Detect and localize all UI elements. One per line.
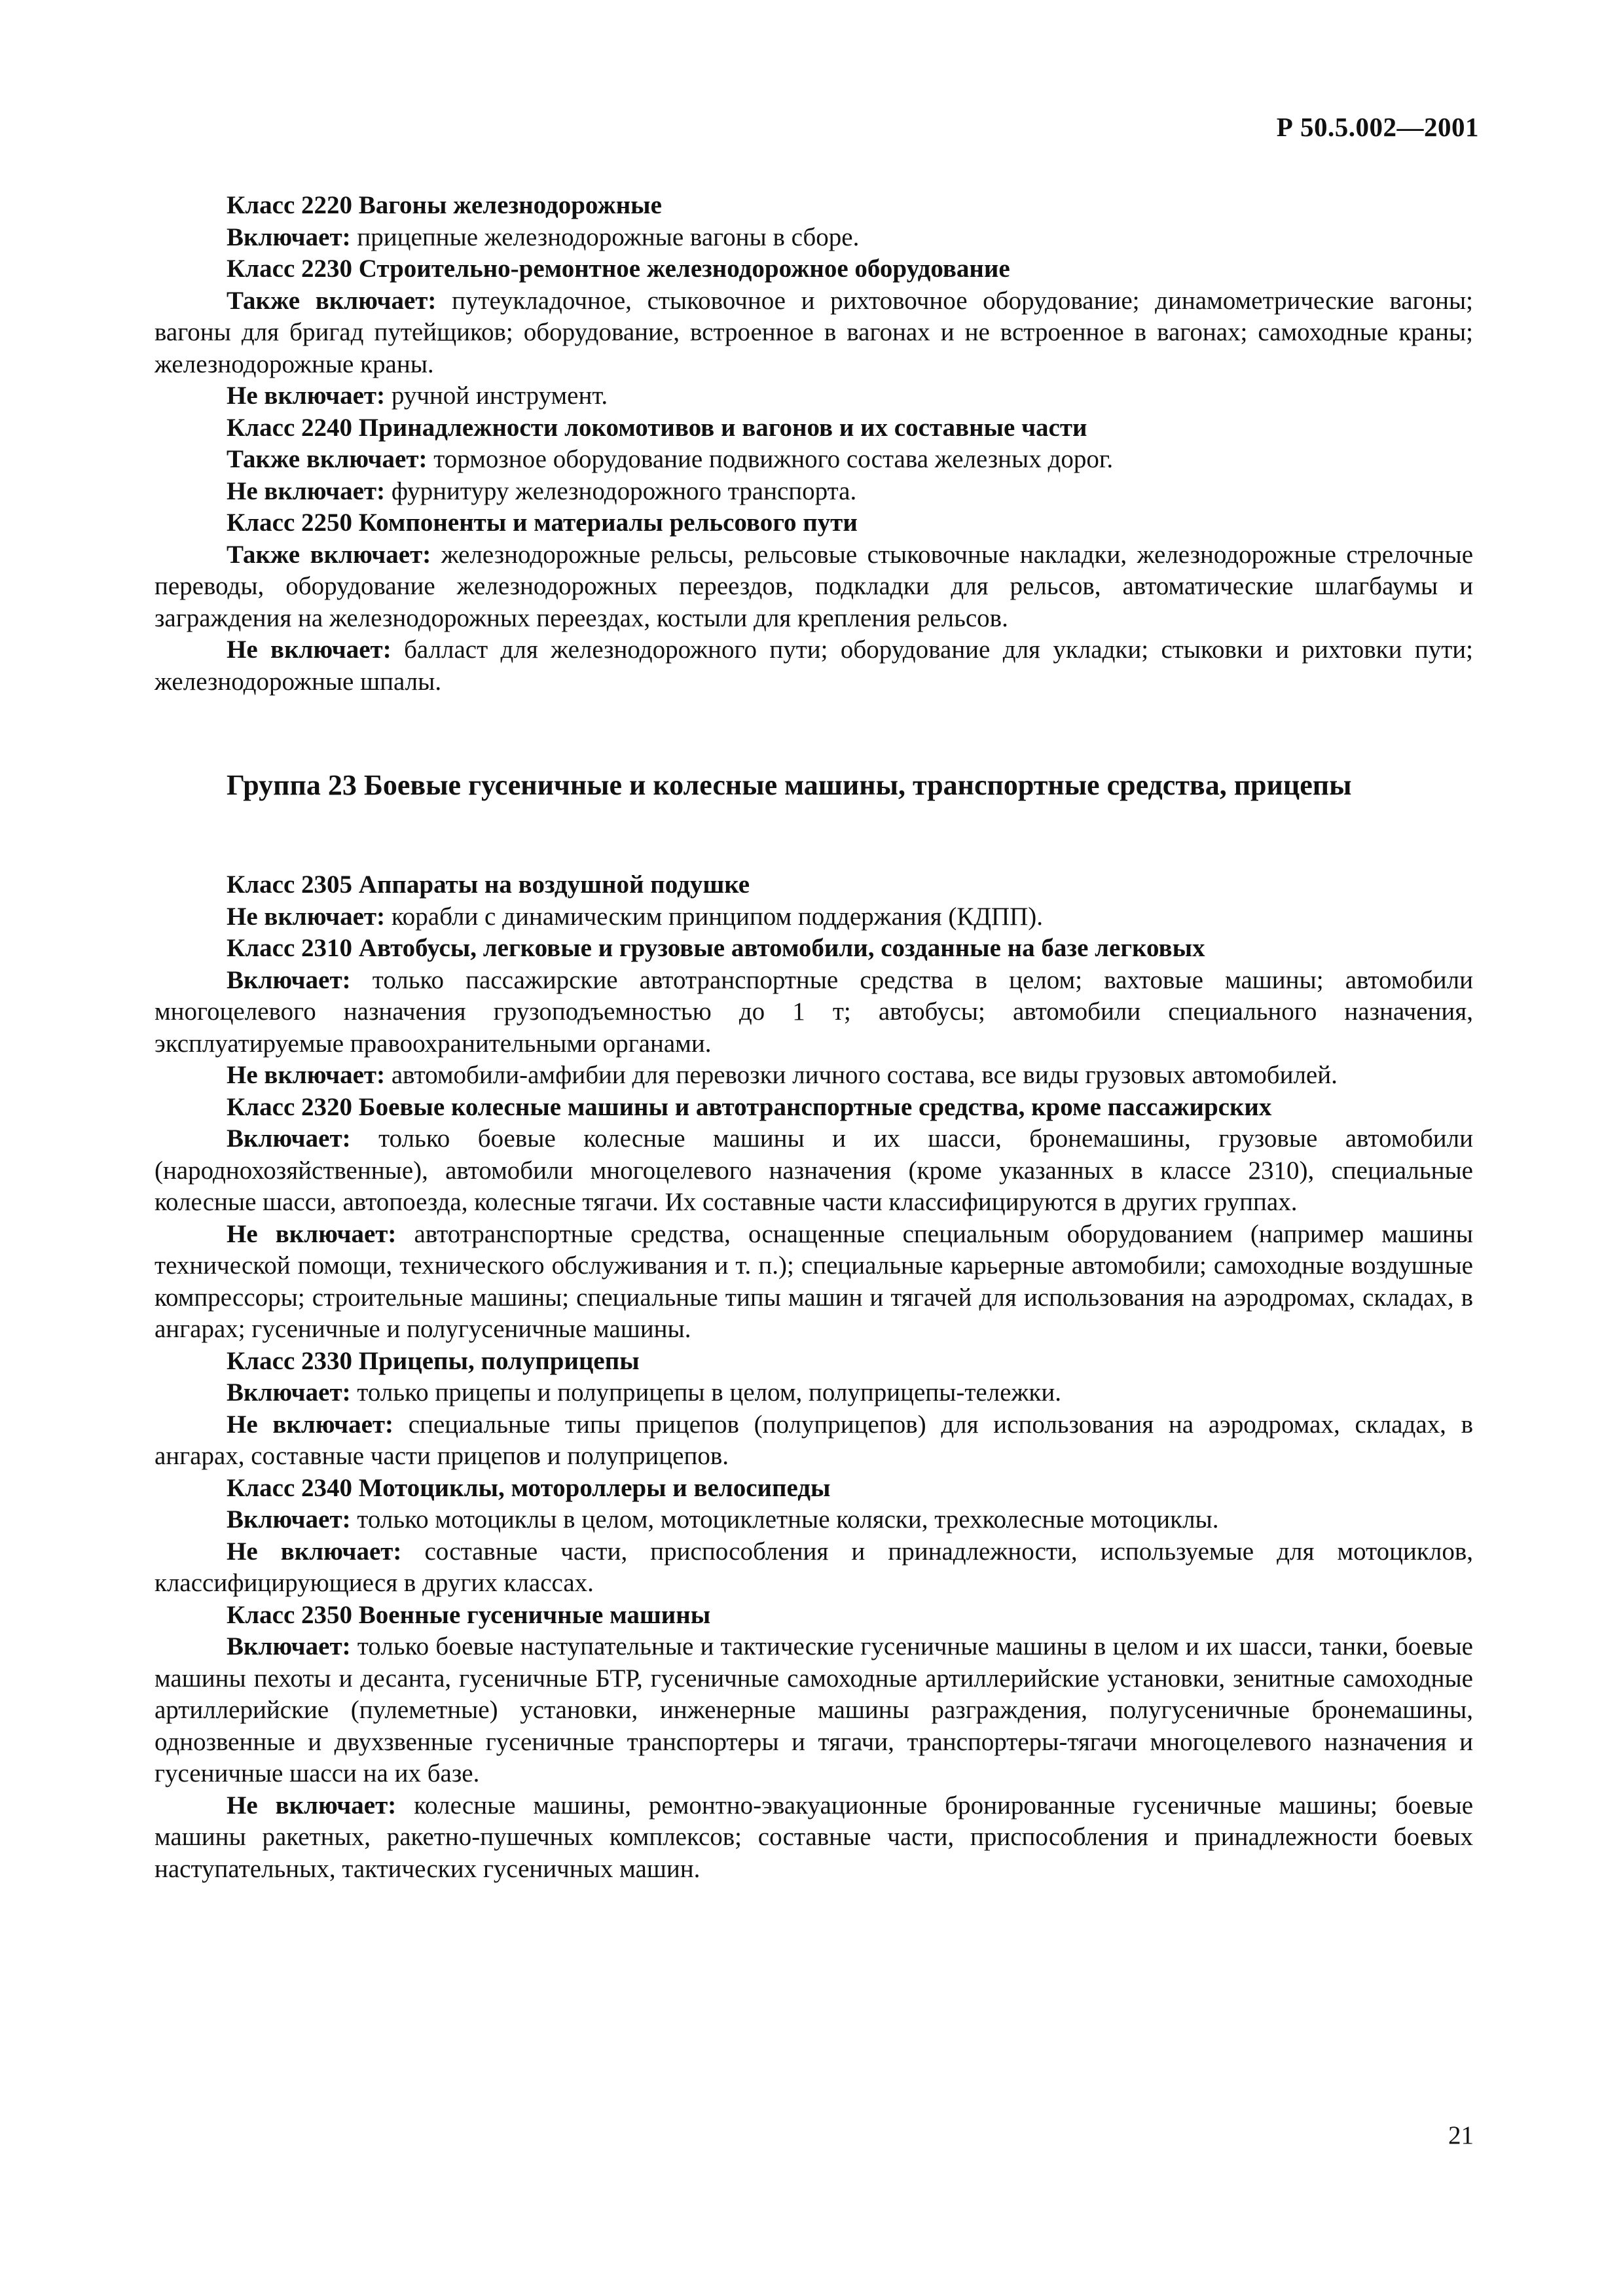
- paragraph-label: Включает:: [227, 965, 351, 994]
- sections-after-group: [155, 869, 1473, 1885]
- paragraph-label: Не включает:: [227, 476, 386, 505]
- class-heading: Класс 2220 Вагоны железнодорожные: [227, 191, 662, 219]
- paragraph-text: железнодорожные рельсы, рельсовые стыковочные накладки, железнодорожные стрелочные переводы, оборудование железнодорожных переездов, подкладки для рельсов, автоматические шлагбаумы и заграждения на железнодорожных переездах, костыли для крепления рельсов.: [155, 540, 1473, 632]
- paragraph-text: прицепные железнодорожные вагоны в сборе.: [350, 223, 860, 251]
- paragraph-label: Не включает:: [227, 1061, 386, 1089]
- class-heading: Класс 2250 Компоненты и материалы рельсового пути: [227, 509, 858, 537]
- paragraph-text: автомобили-амфибии для перевозки личного состава, все виды грузовых автомобилей.: [385, 1061, 1338, 1089]
- paragraph-label: Не включает:: [227, 382, 386, 410]
- class-paragraph: [155, 634, 1473, 698]
- class-heading: Класс 2350 Военные гусеничные машины: [227, 1600, 711, 1629]
- paragraph-text: автотранспортные средства, оснащенные специальным оборудованием (например машины технической помощи, технического обслуживания и т. п.); специальные карьерные автомобили; самоходные воздушные компрессоры; строительные машины; специальные типы машин и тягачей для использования на аэродромах, складах, в ангарах; гусеничные и полугусеничные машины.: [155, 1219, 1473, 1343]
- class-heading: Класс 2310 Автобусы, легковые и грузовые автомобили, созданные на базе легковых: [227, 934, 1205, 962]
- class-paragraph: [155, 476, 1473, 508]
- paragraph-label: Не включает:: [227, 1791, 397, 1820]
- sections-before-group: [155, 190, 1473, 698]
- class-paragraph: [155, 285, 1473, 381]
- paragraph-label: Не включает:: [227, 1219, 397, 1248]
- paragraph-text: только боевые наступательные и тактические гусеничные машины в целом и их шасси, танки, боевые машины пехоты и десанта, гусеничные БТР, гусеничные самоходные артиллерийские установки, зенитные самоходные артиллерийские (пулеметные) установки, инженерные машины разграждения, полугусеничные бронемашины, однозвенные и двухзвенные гусеничные транспортеры и тягачи, транспортеры-тягачи многоцелевого назначения и гусеничные шасси на их базе.: [155, 1632, 1473, 1787]
- paragraph-label: Также включает:: [227, 286, 437, 315]
- paragraph-text: фурнитуру железнодорожного транспорта.: [385, 476, 857, 505]
- paragraph-label: Не включает:: [227, 902, 386, 931]
- class-paragraph: [155, 1060, 1473, 1092]
- class-paragraph: [155, 1631, 1473, 1790]
- paragraph-text: только прицепы и полуприцепы в целом, полуприцепы-тележки.: [350, 1378, 1061, 1407]
- paragraph-label: Не включает:: [227, 636, 392, 664]
- class-paragraph: [155, 1790, 1473, 1886]
- paragraph-text: тормозное оборудование подвижного состава железных дорог.: [427, 445, 1114, 473]
- class-paragraph: [155, 901, 1473, 933]
- paragraph-label: Также включает:: [227, 540, 431, 569]
- paragraph-label: Включает:: [227, 1378, 351, 1407]
- paragraph-text: путеукладочное, стыковочное и рихтовочное оборудование; динамометрические вагоны; вагоны для бригад путейщиков; оборудование, встроенное в вагонах и не встроенное в вагонах; самоходные краны; железнодорожные краны.: [155, 286, 1473, 378]
- page-number: 21: [1448, 2121, 1474, 2149]
- class-paragraph: [155, 965, 1473, 1060]
- paragraph-text: колесные машины, ремонтно-эвакуационные бронированные гусеничные машины; боевые машины ракетных, ракетно-пушечных комплексов; составные части, приспособления и принадлежности боевых наступательных, тактических гусеничных машин.: [155, 1791, 1474, 1883]
- class-paragraph: [155, 444, 1473, 476]
- class-heading: Класс 2305 Аппараты на воздушной подушке: [227, 870, 750, 899]
- document-code: Р 50.5.002—2001: [1276, 112, 1479, 142]
- class-paragraph: [155, 539, 1473, 635]
- paragraph-label: Включает:: [227, 223, 351, 251]
- class-paragraph: [155, 1377, 1473, 1409]
- class-paragraph: [155, 222, 1473, 254]
- paragraph-text: корабли с динамическим принципом поддержания (КДПП).: [385, 902, 1044, 931]
- document-body: [155, 190, 1473, 1885]
- paragraph-label: Включает:: [227, 1632, 351, 1660]
- paragraph-text: составные части, приспособления и принадлежности, используемые для мотоциклов, классифицирующиеся в других классах.: [155, 1537, 1473, 1597]
- class-heading: Класс 2230 Строительно-ремонтное железнодорожное оборудование: [227, 255, 1010, 283]
- paragraph-text: ручной инструмент.: [385, 382, 608, 410]
- class-paragraph: [155, 1409, 1473, 1473]
- class-paragraph: [155, 1123, 1473, 1219]
- paragraph-label: Также включает:: [227, 445, 428, 473]
- paragraph-label: Включает:: [227, 1124, 351, 1153]
- paragraph-label: Не включает:: [227, 1537, 402, 1566]
- paragraph-label: Не включает:: [227, 1410, 394, 1439]
- class-paragraph: [155, 1219, 1473, 1346]
- class-paragraph: [155, 1536, 1473, 1600]
- paragraph-text: только пассажирские автотранспортные средства в целом; вахтовые машины; автомобили многоцелевого назначения грузоподъемностью до 1 т; автобусы; автомобили специального назначения, эксплуатируемые правоохранительными органами.: [155, 965, 1473, 1058]
- class-heading: Класс 2330 Прицепы, полуприцепы: [227, 1346, 640, 1375]
- class-heading: Класс 2340 Мотоциклы, мотороллеры и велосипеды: [227, 1473, 831, 1502]
- paragraph-text: специальные типы прицепов (полуприцепов) для использования на аэродромах, складах, в ангарах, составные части прицепов и полуприцепов.: [155, 1410, 1474, 1470]
- class-heading: Класс 2240 Принадлежности локомотивов и вагонов и их составные части: [227, 413, 1087, 442]
- class-heading: Класс 2320 Боевые колесные машины и автотранспортные средства, кроме пассажирских: [227, 1092, 1272, 1121]
- paragraph-text: балласт для железнодорожного пути; оборудование для укладки; стыковки и рихтовки пути; железнодорожные шпалы.: [155, 636, 1473, 696]
- group-title: Группа 23 Боевые гусеничные и колесные машины, транспортные средства, прицепы: [227, 769, 1352, 801]
- paragraph-label: Включает:: [227, 1505, 351, 1534]
- paragraph-text: только мотоциклы в целом, мотоциклетные коляски, трехколесные мотоциклы.: [350, 1505, 1219, 1534]
- class-paragraph: [155, 1504, 1473, 1536]
- paragraph-text: только боевые колесные машины и их шасси, бронемашины, грузовые автомобили (народнохозяйственные), автомобили многоцелевого назначения (кроме указанных в классе 2310), специальные колесные шасси, автопоезда, колесные тягачи. Их составные части классифицируются в других группах.: [155, 1124, 1473, 1216]
- class-paragraph: [155, 380, 1473, 412]
